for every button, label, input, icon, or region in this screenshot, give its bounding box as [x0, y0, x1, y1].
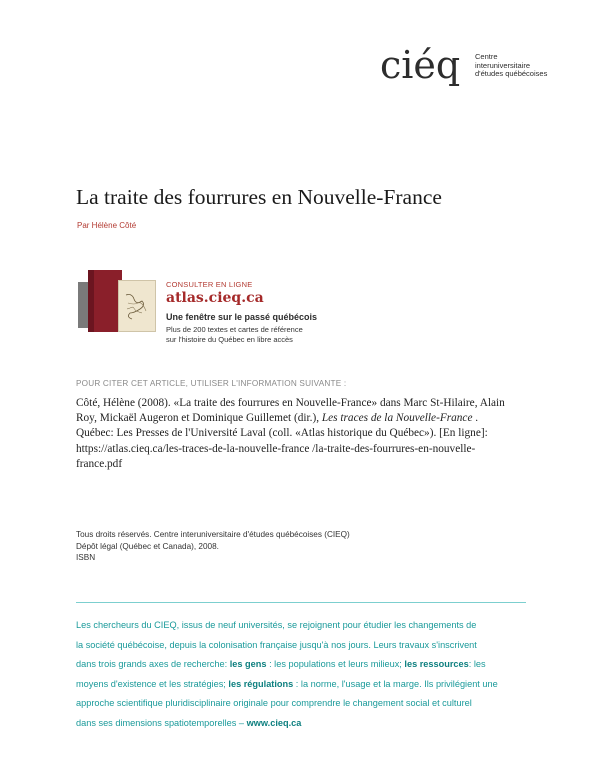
logo-subtitle-line: interuniversitaire: [475, 60, 531, 70]
citation-label: POUR CITER CET ARTICLE, UTILISER L'INFORMATION SUIVANTE :: [76, 379, 347, 388]
about-text: : les: [468, 659, 486, 670]
promo-label: CONSULTER EN LIGNE: [166, 280, 253, 289]
citation-book-title: Les traces de la Nouvelle-France: [321, 412, 473, 425]
logo-subtitle-line: Centre: [475, 52, 498, 61]
citation-line: Côté, Hélène (2008). «La traite des fourrures en Nouvelle-France» dans Marc St-Hilaire, Alain: [76, 397, 505, 409]
rights-line: Tous droits réservés. Centre interuniversitaire d'études québécoises (CIEQ): [76, 530, 350, 539]
citation-line-text: Roy, Mickaël Augeron et Dominique Guillemet (dir.),: [76, 412, 322, 425]
document-author: Par Hélène Côté: [77, 221, 137, 230]
logo-subtitle-line: d'études québécoises: [475, 69, 548, 79]
about-line: la société québécoise, depuis la colonisation française jusqu'à nos jours. Leurs travaux s'inscrivent: [76, 639, 477, 650]
logo-wordmark: ciéq: [380, 43, 461, 87]
about-emphasis: les gens: [229, 659, 267, 670]
rights-line: ISBN: [76, 553, 96, 563]
about-text: : les populations et leurs milieux;: [266, 659, 405, 670]
about-line: [76, 655, 528, 675]
about-emphasis: les régulations: [228, 678, 294, 689]
about-text: dans ses dimensions spatiotemporelles –: [76, 717, 247, 728]
citation-text: [76, 396, 526, 472]
promo-tagline: Une fenêtre sur le passé québécois: [166, 312, 318, 322]
citation-url[interactable]: https://atlas.cieq.ca/les-traces-de-la-nouvelle-france /la-traite-des-fourrures-en-nouvelle-: [76, 442, 476, 455]
book-back-illustration: [78, 282, 88, 328]
promo-description: [166, 325, 303, 345]
about-text: : la norme, l'usage et la marge. Ils privilégient une: [293, 678, 498, 689]
promo-description-line: sur l'histoire du Québec en libre accès: [166, 335, 293, 344]
about-line: [76, 675, 528, 695]
about-text: moyens d'existence et les stratégies;: [76, 678, 229, 689]
map-card-illustration: [118, 280, 156, 332]
about-cieq: [76, 616, 528, 734]
divider: [76, 602, 526, 603]
about-line: [76, 714, 528, 734]
atlas-link[interactable]: atlas.cieq.ca: [166, 290, 264, 306]
map-sketch-icon: [124, 291, 148, 321]
document-title: La traite des fourrures en Nouvelle-France: [76, 185, 442, 209]
cieq-website-link[interactable]: www.cieq.ca: [246, 717, 302, 728]
about-line: approche scientifique pluridisciplinaire originale pour comprendre le changement social et culturel: [76, 698, 472, 709]
about-text: dans trois grands axes de recherche:: [76, 659, 230, 670]
cieq-logo: [380, 40, 580, 96]
about-emphasis: les ressources: [404, 659, 469, 670]
rights-notice: [76, 529, 350, 564]
atlas-promo: [74, 268, 374, 344]
citation-line-text: .: [472, 412, 479, 425]
book-spine-illustration: [88, 270, 94, 332]
logo-subtitle: [475, 53, 575, 79]
rights-line: Dépôt légal (Québec et Canada), 2008.: [76, 541, 219, 551]
citation-line: [76, 411, 526, 426]
citation-url-end[interactable]: france.pdf: [76, 457, 123, 470]
about-line: Les chercheurs du CIEQ, issus de neuf universités, se rejoignent pour étudier les changements de: [76, 620, 477, 630]
promo-description-line: Plus de 200 textes et cartes de référence: [166, 325, 303, 334]
citation-line: Québec: Les Presses de l'Université Laval (coll. «Atlas historique du Québec»). [En ligne]:: [76, 427, 488, 440]
